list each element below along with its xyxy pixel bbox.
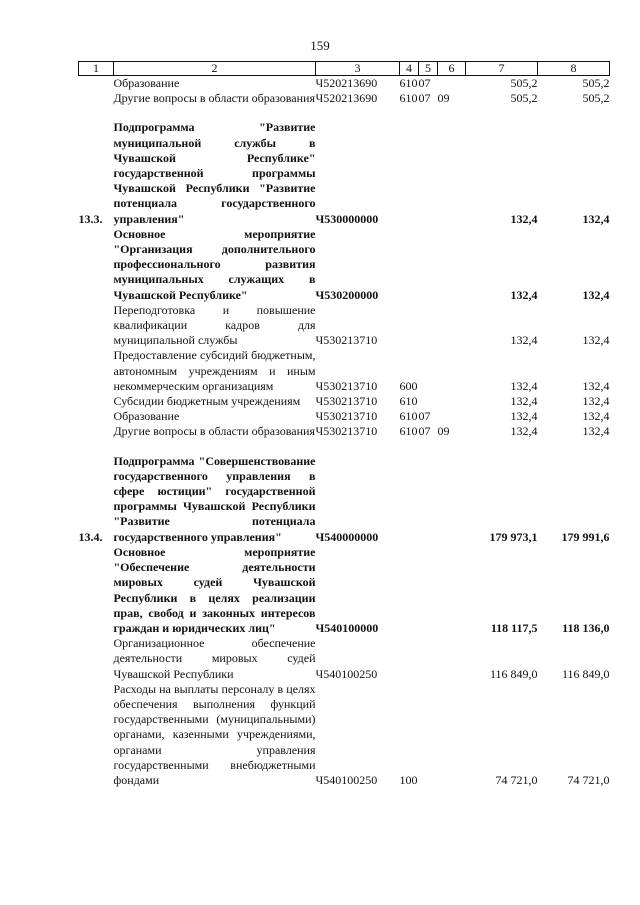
row-name: Другие вопросы в области образования [113,91,315,106]
section-code: 07 [418,76,431,90]
section-code: 07 [418,409,431,424]
expense-type-code: 600 [399,378,418,393]
section-code [419,682,438,788]
subsection-code [438,227,466,303]
amount-col-8: 505,2 [582,91,610,106]
subsection-code: 09 [437,424,450,439]
row-name: Субсидии бюджетным учреждениям [113,394,301,409]
subsection-code: 09 [437,91,450,106]
subsection-code [438,636,466,682]
section-code: 07 [418,91,431,106]
table-row [79,76,610,92]
row-name: Подпрограмма "Совершенствование государственного управления в сфере юстиции" государственной программы Чувашской Республики "Развитие потенциала государственного управления" [113,453,316,544]
subsection-code [438,394,466,409]
expense-type-code: 610 [399,424,418,439]
table-row [79,227,610,303]
target-article-code: Ч520213690 [315,76,378,90]
header-col-1: 1 [79,62,114,76]
row-number [79,227,114,303]
row-name: Основное мероприятие "Организация дополнительного профессионального развития муниципальных служащих в Чувашской Республике" [113,226,316,302]
amount-col-8: 179 991,6 [561,529,610,544]
row-name: Другие вопросы в области образования [113,424,315,439]
header-col-4: 4 [400,62,419,76]
target-article-code: Ч540100250 [315,772,378,787]
target-article-code: Ч530213710 [315,394,378,409]
row-name: Переподготовка и повышение квалификации кадров для муниципальной службы [113,302,316,348]
row-number [79,303,114,349]
header-col-3: 3 [316,62,400,76]
table-row [79,120,610,226]
expense-type-code [400,545,419,636]
expense-type-code: 610 [399,91,418,106]
row-name: Организационное обеспечение деятельности мировых судей Чувашской Республики [113,636,316,681]
row-number: 13.4. [78,529,103,544]
subsection-code [438,545,466,636]
subsection-code [438,76,466,92]
table-row [79,636,610,682]
amount-col-8: 132,4 [582,287,610,302]
amount-col-7: 118 117,5 [490,620,538,635]
section-code [419,394,438,409]
expense-type-code: 610 [399,409,418,424]
row-name: Подпрограмма "Развитие муниципальной службы в Чувашской Республике" государственной программы Чувашской Республики "Развитие потенциала государственного управления" [113,120,316,226]
header-col-5: 5 [419,62,438,76]
header-row [79,62,610,76]
section-code [419,454,438,545]
table-body [79,76,610,789]
amount-col-8: 132,4 [582,394,610,409]
subsection-code [438,409,466,424]
row-name: Основное мероприятие "Обеспечение деятельности мировых судей Чувашской Республики в целях реализации прав, свобод и законных интересов граждан и юридических лиц" [113,544,316,635]
row-number [79,76,114,92]
section-code [419,636,438,682]
amount-col-8: 118 136,0 [562,620,610,635]
amount-col-7: 179 973,1 [489,529,538,544]
row-name: Предоставление субсидий бюджетным, автономным учреждениям и иным некоммерческим организациям [113,348,316,393]
amount-col-8: 132,4 [582,211,610,226]
amount-col-7: 132,4 [510,394,538,409]
section-code [419,348,438,394]
target-article-code: Ч540100250 [315,666,378,681]
target-article-code: Ч540000000 [315,529,379,544]
page-number: 159 [310,38,330,53]
header-col-6: 6 [438,62,466,76]
row-number [79,348,114,394]
table-row [79,545,610,636]
amount-col-8: 116 849,0 [561,666,610,681]
target-article-code: Ч530000000 [315,211,379,226]
amount-col-7: 132,4 [510,409,538,424]
amount-col-7: 132,4 [510,424,538,439]
row-number [79,91,114,106]
target-article-code: Ч530213710 [315,378,378,393]
expense-type-code: 610 [399,394,418,409]
section-code [419,120,438,226]
amount-col-8: 132,4 [582,333,610,348]
row-number [79,394,114,409]
target-article-code: Ч520213690 [315,91,378,106]
row-number [79,636,114,682]
header-col-8: 8 [538,62,610,76]
table-row [79,409,610,424]
table-row [79,424,610,439]
section-code [419,303,438,349]
subsection-code [438,682,466,788]
row-number [79,424,114,439]
amount-col-8: 74 721,0 [567,772,610,787]
table-row [79,682,610,788]
target-article-code: Ч530213710 [315,424,378,439]
amount-col-7: 116 849,0 [489,666,538,681]
header-col-2: 2 [114,62,316,76]
row-number [79,545,114,636]
table-row [79,303,610,349]
amount-col-7: 132,4 [510,333,538,348]
amount-col-8: 132,4 [582,378,610,393]
amount-col-8: 505,2 [582,76,610,90]
amount-col-7: 505,2 [510,91,538,106]
expense-type-code [400,120,419,226]
table-row [79,348,610,394]
target-article-code: Ч530200000 [315,287,379,302]
section-code: 07 [418,424,431,439]
section-code [419,545,438,636]
row-number: 13.3. [78,211,103,226]
target-article-code: Ч530213710 [315,409,378,424]
row-name: Образование [113,409,180,424]
subsection-code [438,303,466,349]
row-name: Образование [113,76,180,90]
amount-col-7: 505,2 [510,76,538,90]
amount-col-7: 132,4 [510,378,538,393]
amount-col-7: 132,4 [510,287,538,302]
header-col-7: 7 [466,62,538,76]
subsection-code [438,120,466,226]
expense-type-code [400,636,419,682]
row-name: Расходы на выплаты персоналу в целях обеспечения выполнения функций государственными (муниципальными) органами, казенными учреждениями, органами управления государственными внебюджетными фондами [113,681,316,787]
target-article-code: Ч530213710 [315,333,378,348]
target-article-code: Ч540100000 [315,620,379,635]
amount-col-7: 74 721,0 [495,772,538,787]
expense-type-code [400,454,419,545]
budget-table [78,61,610,788]
amount-col-7: 132,4 [510,211,538,226]
amount-col-8: 132,4 [582,409,610,424]
expense-type-code: 610 [399,76,418,90]
table-row [79,91,610,106]
expense-type-code: 100 [399,772,418,787]
spacer-row [79,106,610,120]
table-row [79,394,610,409]
expense-type-code [400,303,419,349]
table-row [79,454,610,545]
expense-type-code [400,227,419,303]
subsection-code [438,348,466,394]
spacer-cell [79,440,610,454]
row-number [79,409,114,424]
subsection-code [438,454,466,545]
spacer-cell [79,106,610,120]
row-number [79,682,114,788]
spacer-row [79,440,610,454]
amount-col-8: 132,4 [582,424,610,439]
section-code [419,227,438,303]
